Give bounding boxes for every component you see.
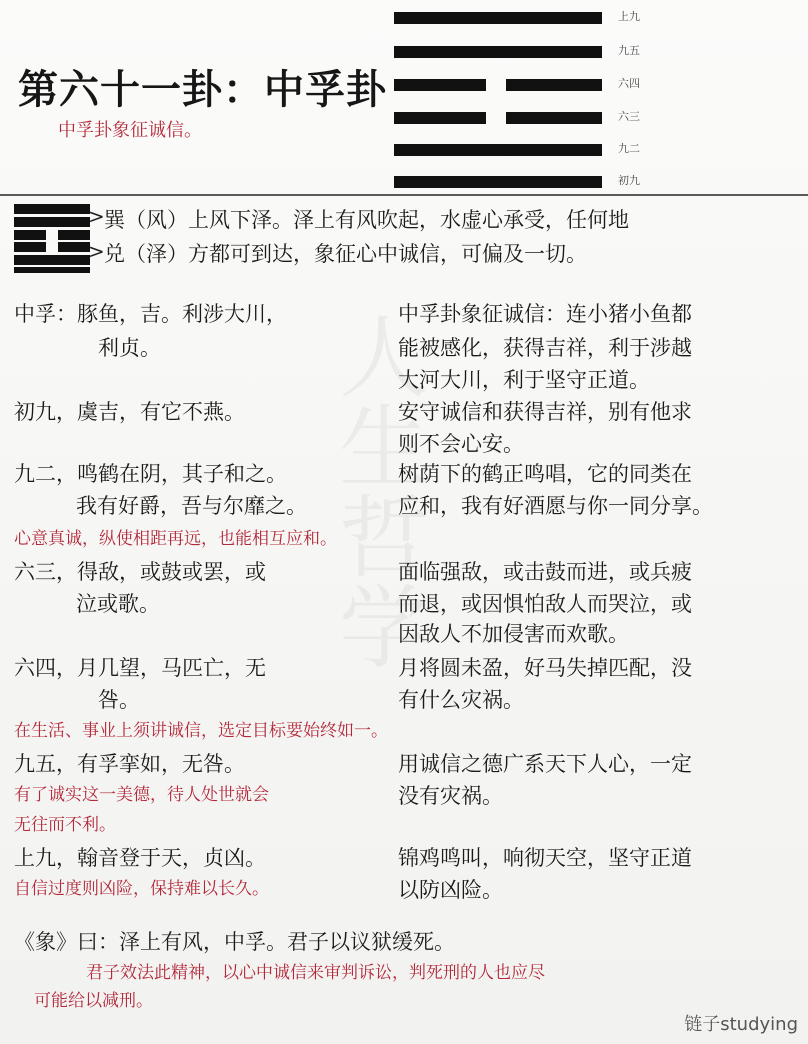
hexagram-line-1 [394, 176, 602, 188]
right-line: 以防凶险。 [398, 878, 503, 902]
xiang-note: 君子效法此精神，以心中诚信来审判诉讼，判死刑的人也应尽 [86, 963, 545, 983]
line-label: 九五 [618, 44, 640, 57]
trigram-line [14, 217, 90, 227]
right-line: 有什么灾祸。 [398, 688, 524, 712]
hexagram-line-4 [394, 79, 602, 91]
right-line: 用诚信之德广系天下人心，一定 [398, 752, 692, 776]
left-line: 六四，月几望，马匹亡，无 [14, 656, 266, 680]
hexagram-figure [394, 8, 602, 192]
line-label: 六三 [618, 110, 640, 123]
section-divider [0, 194, 808, 196]
xiang-note: 可能给以减刑。 [34, 991, 153, 1011]
left-line: 利贞。 [98, 336, 161, 360]
red-note: 心意真诚，纵使相距再远，也能相互应和。 [14, 529, 337, 549]
left-line: 上九，翰音登于天，贞凶。 [14, 846, 266, 870]
left-line: 中孚：豚鱼，吉。利涉大川， [14, 302, 287, 326]
hexagram-line-6 [394, 12, 602, 24]
left-line: 六三，得敌，或鼓或罢，或 [14, 560, 266, 584]
red-note: 自信过度则凶险，保持难以长久。 [14, 879, 269, 899]
watermark-calligraphy: 人生哲学 [323, 310, 428, 670]
trigram-figure [14, 204, 90, 270]
line-label: 初九 [618, 174, 640, 187]
xiang-text: 《象》曰：泽上有风，中孚。君子以议狱缓死。 [14, 930, 455, 954]
right-line: 月将圆未盈，好马失掉匹配，没 [398, 656, 692, 680]
red-note: 在生活、事业上须讲诚信，选定目标要始终如一。 [14, 721, 388, 741]
trigram-line [14, 230, 90, 240]
page-subtitle: 中孚卦象征诚信。 [58, 120, 202, 141]
right-line: 能被感化，获得吉祥，利于涉越 [398, 336, 692, 360]
hexagram-line-5 [394, 46, 602, 58]
left-line: 九五，有孚挛如，无咎。 [14, 752, 245, 776]
arrow-right-icon: > [88, 204, 105, 228]
red-note: 有了诚实这一美德，待人处世就会 [14, 785, 269, 805]
line-label: 上九 [618, 10, 640, 23]
trigram-upper-text: 巽（风）上风下泽。泽上有风吹起，水虚心承受，任何地 [104, 208, 629, 232]
left-line: 泣或歌。 [76, 592, 160, 616]
trigram-line [14, 204, 90, 214]
trigram-line [14, 242, 90, 252]
right-line: 中孚卦象征诚信：连小猪小鱼都 [398, 302, 692, 326]
hexagram-line-3 [394, 112, 602, 124]
line-label: 九二 [618, 142, 640, 155]
trigram-line [14, 255, 90, 265]
arrow-right-icon: > [88, 239, 105, 263]
hexagram-line-2 [394, 144, 602, 156]
left-line: 咎。 [98, 688, 140, 712]
page-title: 第六十一卦：中孚卦 [18, 67, 387, 113]
right-line: 大河大川，利于坚守正道。 [398, 368, 650, 392]
left-line: 我有好爵，吾与尔靡之。 [76, 494, 307, 518]
brand-watermark: 链子studying [684, 1014, 798, 1035]
right-line: 锦鸡鸣叫，响彻天空，坚守正道 [398, 846, 692, 870]
right-line: 因敌人不加侵害而欢歌。 [398, 622, 629, 646]
red-note: 无往而不利。 [14, 815, 116, 835]
right-line: 面临强敌，或击鼓而进，或兵疲 [398, 560, 692, 584]
right-line: 没有灾祸。 [398, 784, 503, 808]
right-line: 树荫下的鹤正鸣唱，它的同类在 [398, 462, 692, 486]
right-line: 而退，或因惧怕敌人而哭泣，或 [398, 592, 692, 616]
left-line: 初九，虞吉，有它不燕。 [14, 400, 245, 424]
trigram-lower-text: 兑（泽）方都可到达，象征心中诚信，可偏及一切。 [104, 242, 587, 266]
right-line: 则不会心安。 [398, 432, 524, 456]
left-line: 九二，鸣鹤在阴，其子和之。 [14, 462, 287, 486]
right-line: 应和，我有好酒愿与你一同分享。 [398, 494, 713, 518]
trigram-line [14, 267, 90, 273]
line-label: 六四 [618, 77, 640, 90]
right-line: 安守诚信和获得吉祥，别有他求 [398, 400, 692, 424]
